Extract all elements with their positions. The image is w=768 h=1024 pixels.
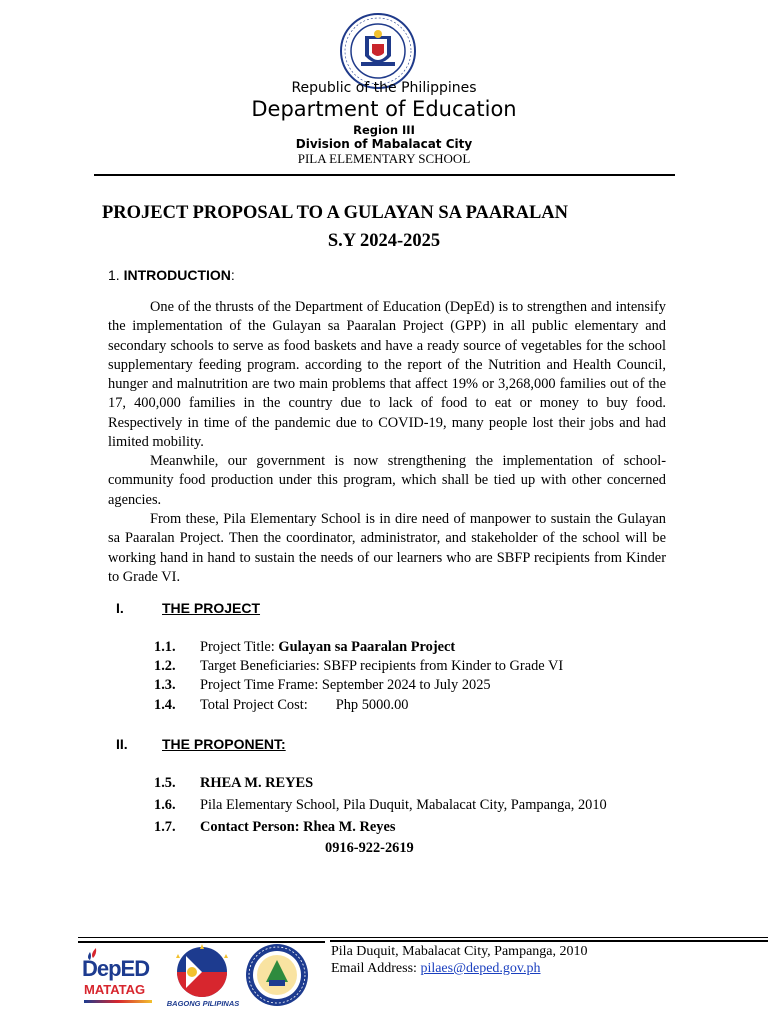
proponent-name: RHEA M. REYES [200, 775, 314, 791]
bagong-pilipinas-text: BAGONG PILIPINAS [166, 999, 240, 1008]
intro-colon: : [230, 267, 235, 283]
bagong-pilipinas-icon [164, 942, 240, 1000]
header-region: Region III [353, 123, 415, 137]
school-seal-icon [244, 942, 310, 1008]
intro-paragraph-1: One of the thrusts of the Department of Education (DepEd) is to strengthen and intensify the implementation of the Gulayan sa Paaralan Project (GPP) in all public elementary and secondary schools to serve as food baskets and have a ready source of vegetables for the school supplementary feeding program. according to the report of the Nutrition and Health Council, hunger and malnutrition are two main problems that affect 19% or 3,268,000 families out of the 17, 400,000 families in the country due to lack of food to eat or money to buy food. Respectively in time of the pandemic due to COVID-19, many people lost their jobs and had limited mobility. [108, 299, 666, 451]
footer-email-label: Email Address: [331, 961, 421, 976]
header-school: PILA ELEMENTARY SCHOOL [297, 151, 471, 166]
intro-number: 1. [108, 267, 120, 283]
contact-phone: 0916-922-2619 [325, 840, 414, 856]
intro-paragraph-3: From these, Pila Elementary School is in dire need of manpower to sustain the Gulayan sa Paaralan Project. Then the coordinator, administrator, and stakeholder of the school will be working hand in hand to sustain the needs of our learners who are SBFP recipients from Kinder to Grade VI. [108, 511, 666, 585]
project-section-number: I. [116, 600, 124, 616]
footer-divider-right [330, 940, 768, 942]
intro-heading [108, 267, 235, 283]
header-divider [94, 174, 675, 176]
bagong-pilipinas-logo [164, 942, 240, 1010]
footer-divider [78, 937, 768, 938]
intro-paragraph-2: Meanwhile, our government is now strengthening the implementation of school-community food production under this program, which shall be tied up with other concerned agencies. [108, 453, 666, 508]
proponent-section-number: II. [116, 736, 128, 752]
project-cost-value: Php 5000.00 [335, 697, 409, 713]
title-line1: PROJECT PROPOSAL TO A GULAYAN SA PAARALAN [102, 203, 569, 223]
header-department: Department of Education [251, 97, 517, 121]
deped-logo-text: DepED [82, 956, 150, 981]
footer-address: Pila Duquit, Mabalacat City, Pampanga, 2010 [331, 944, 588, 959]
footer-email-link[interactable]: pilaes@deped.gov.ph [420, 961, 541, 976]
footer-email-line [331, 961, 541, 977]
proponent-section-title: THE PROPONENT: [162, 736, 286, 752]
header-republic: Republic of the Philippines [291, 80, 477, 96]
project-section-title: THE PROJECT [162, 600, 261, 616]
intro-heading-text: INTRODUCTION [123, 267, 231, 283]
project-title-value: Gulayan sa Paaralan Project [278, 639, 456, 655]
deped-seal-icon [339, 12, 417, 90]
deped-matatag-logo [82, 946, 156, 1008]
header-division: Division of Mabalacat City [295, 137, 473, 151]
matatag-underline [84, 1000, 152, 1003]
title-line2: S.Y 2024-2025 [327, 231, 441, 251]
matatag-text: MATATAG [84, 982, 146, 997]
